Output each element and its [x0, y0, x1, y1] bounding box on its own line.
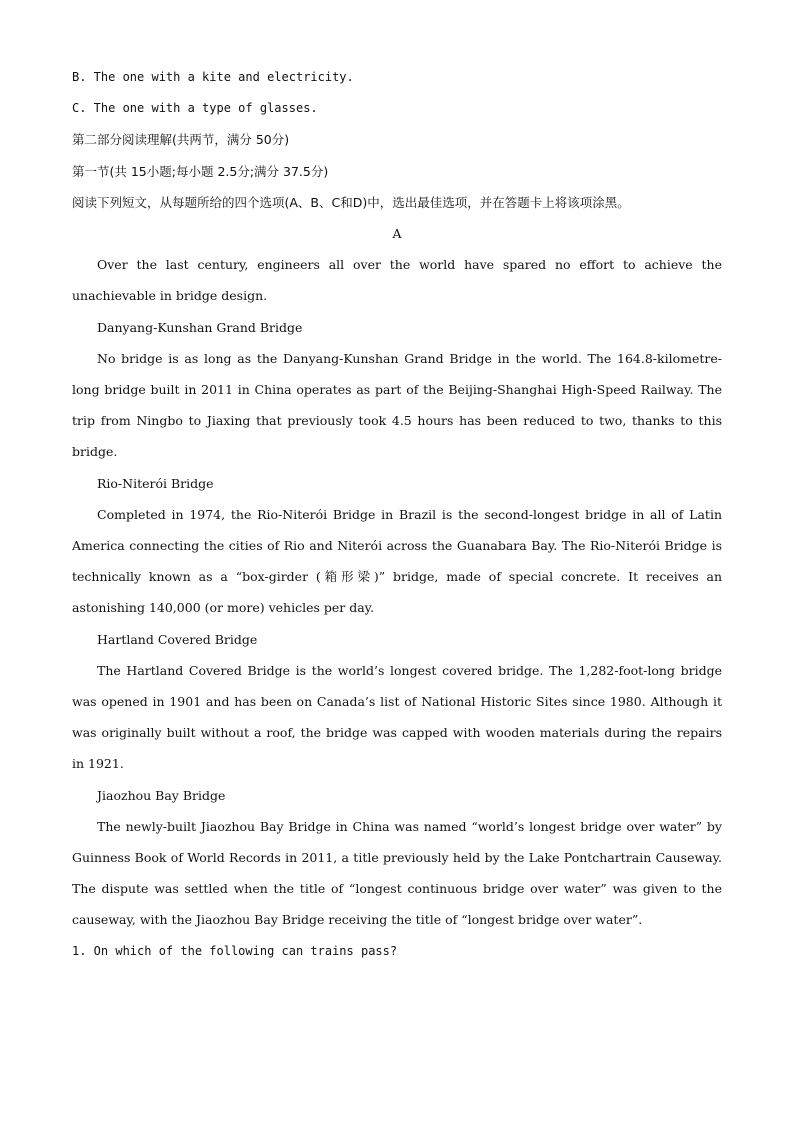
instruction: 阅读下列短文，从每题所给的四个选项(A、B、C和D)中，选出最佳选项，并在答题卡上将该项涂黑。 — [72, 194, 630, 210]
bridge-heading: Rio-Niterói Bridge — [97, 475, 214, 491]
bridge-paragraph: The Hartland Covered Bridge is the world’s longest covered bridge. The 1,282-foot-long bridge was opened in 1901 and has been on Canada’s list of National Historic Sites since 1980. Although it was originally built without a roof, the bridge was capped with wooden materials during the repairs in 1921. — [72, 662, 722, 772]
bridge-paragraph: The newly-built Jiaozhou Bay Bridge in China was named “world’s longest bridge over water” by Guinness Book of World Records in 2011, a title previously held by the Lake Pontchartrain Causeway. The dispute was settled when the title of “longest continuous bridge over water” was given to the causeway, with the Jiaozhou Bay Bridge receiving the title of “longest bridge over water”. — [72, 818, 722, 928]
bridge-heading: Hartland Covered Bridge — [97, 631, 258, 647]
question-1: 1. On which of the following can trains pass? — [72, 943, 398, 958]
bridge-paragraph: No bridge is as long as the Danyang-Kunshan Grand Bridge in the world. The 164.8-kilometre-long bridge built in 2011 in China operates as part of the Beijing-Shanghai High-Speed Railway. The trip from Ningbo to Jiaxing that previously took 4.5 hours has been reduced to two, thanks to this bridge. — [72, 350, 722, 460]
option-b: B. The one with a kite and electricity. — [72, 70, 354, 84]
bridge-heading: Jiaozhou Bay Bridge — [97, 787, 226, 803]
option-c: C. The one with a type of glasses. — [72, 101, 318, 116]
passage-intro: Over the last century, engineers all over the world have spared no effort to achieve the unachievable in bridge design. — [72, 257, 722, 304]
bridge-paragraph: Completed in 1974, the Rio-Niterói Bridge in Brazil is the second-longest bridge in all of Latin America connecting the cities of Rio and Niterói across the Guanabara Bay. The Rio-Niterói Bridge is technically known as a “box-girder (箱形梁)” bridge, made of special concrete. It receives an astonishing 140,000 (or more) vehicles per day. — [72, 506, 722, 616]
document-page — [72, 62, 722, 967]
subsection-title: 第一节(共 15小题;每小题 2.5分;满分 37.5分) — [72, 163, 329, 179]
part-title: 第二部分阅读理解(共两节，满分 50分) — [72, 132, 290, 148]
bridge-heading: Danyang-Kunshan Grand Bridge — [97, 319, 303, 335]
passage-label: A — [392, 226, 402, 242]
